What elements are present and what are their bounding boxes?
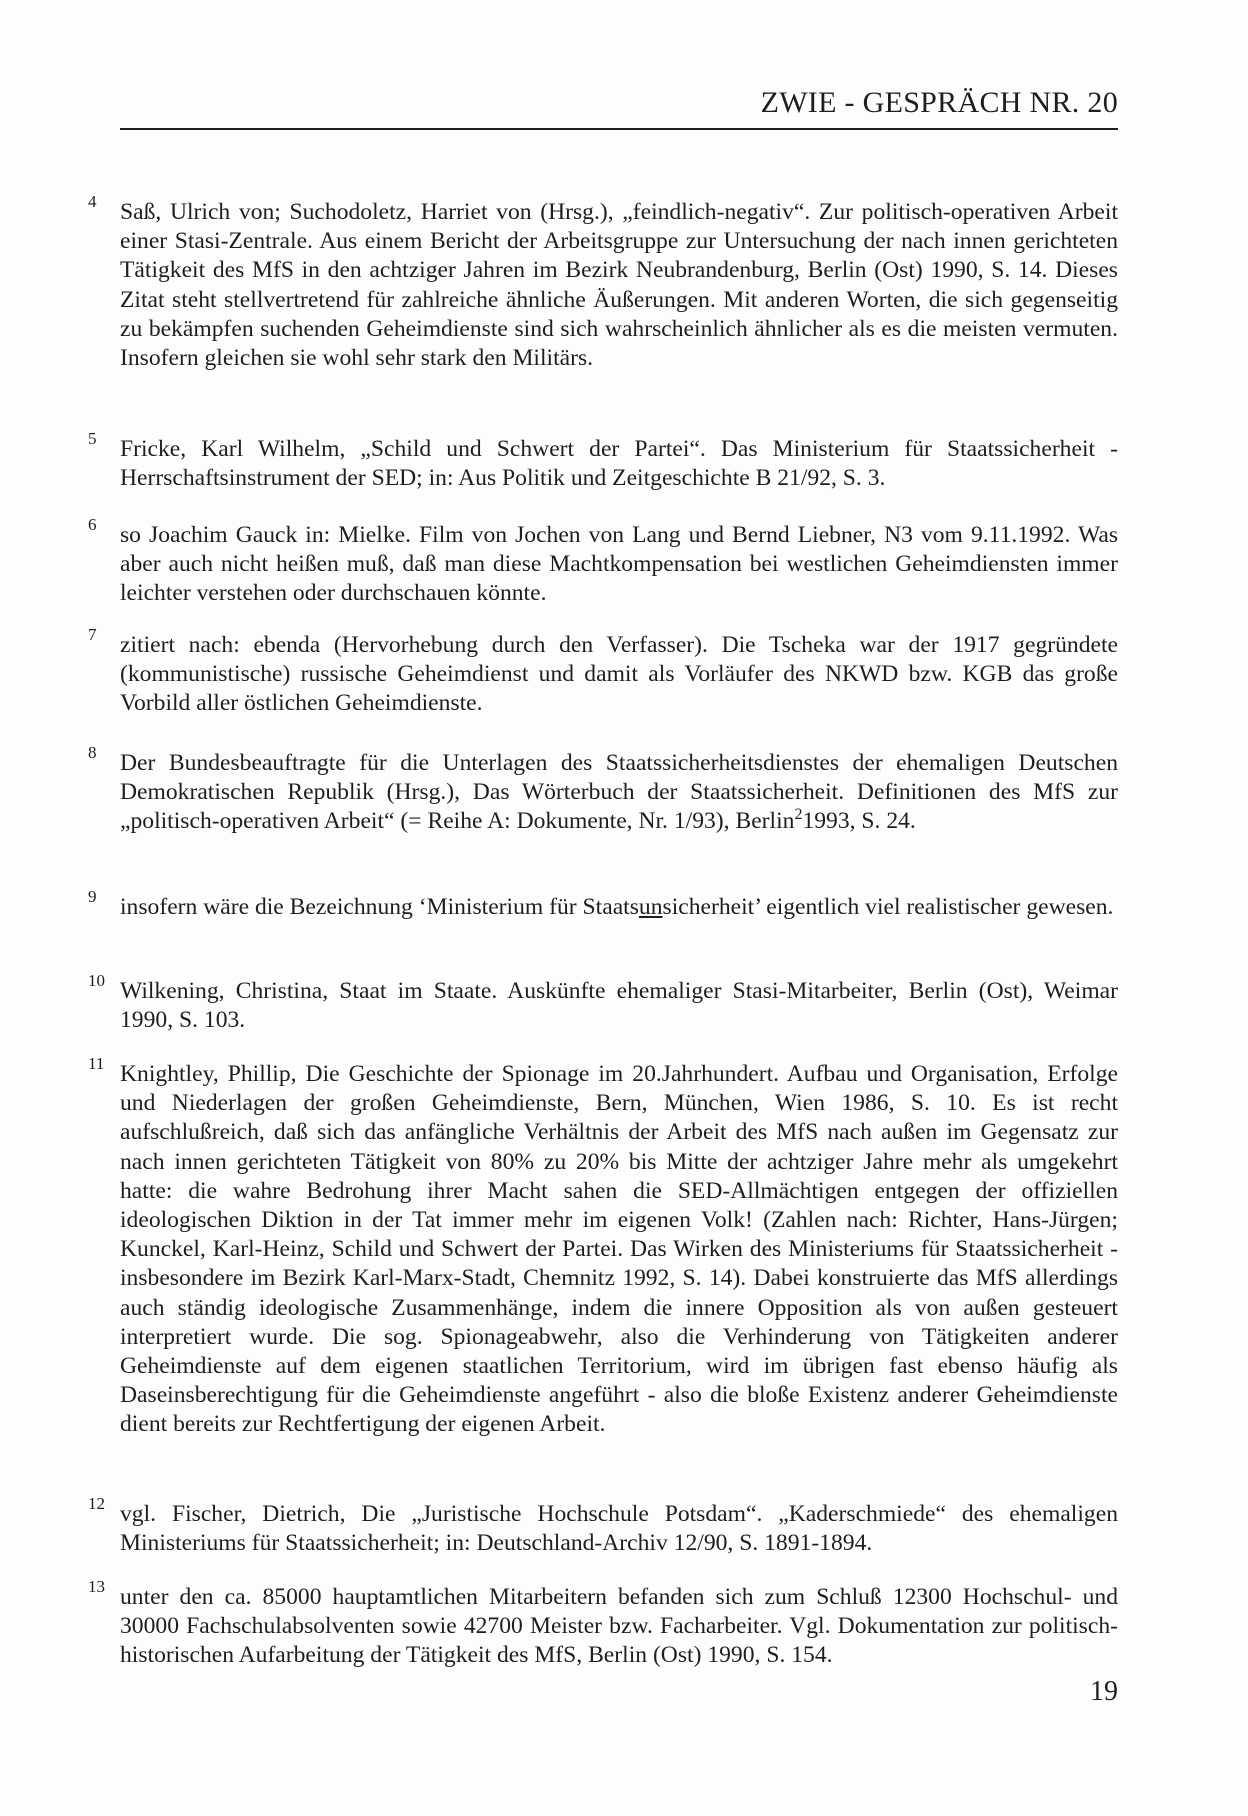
footnote-text-part: insofern wäre die Bezeichnung ‘Ministerium für Staats [120, 894, 639, 920]
footnote-12 [88, 1494, 1118, 1558]
underlined-emphasis: un [638, 894, 663, 920]
footnote-text [120, 749, 1118, 837]
footnote-13 [88, 1577, 1118, 1671]
footnote-number: 8 [88, 743, 97, 762]
running-header-title: ZWIE - GESPRÄCH NR. 20 [760, 86, 1118, 119]
footnote-number: 11 [88, 1054, 105, 1073]
footnote-text: Saß, Ulrich von; Suchodoletz, Harriet von (Hrsg.), „feindlich-negativ“. Zur politisch-operativen Arbeit einer Stasi-Zentrale. Aus einem Bericht der Arbeitsgruppe zur Untersuchung der nach innen gerichteten Tätigkeit des MfS in den achtziger Jahren im Bezirk Neubrandenburg, Berlin (Ost) 1990, S. 14. Dieses Zitat steht stellvertretend für zahlreiche ähnliche Äußerungen. Mit anderen Worten, die sich gegenseitig zu bekämpfen suchenden Geheimdienste sind sich wahrscheinlich ähnlicher als es die meisten vermuten. Insofern gleichen sie wohl sehr stark den Militärs. [120, 199, 1118, 372]
footnote-number: 10 [88, 971, 105, 990]
footnote-text: Wilkening, Christina, Staat im Staate. Auskünfte ehemaliger Stasi-Mitarbeiter, Berlin (Ost), Weimar 1990, S. 103. [120, 978, 1118, 1034]
footnote-number: 9 [88, 887, 97, 906]
footnote-text-part: 1993, S. 24. [802, 808, 916, 835]
footnote-5 [88, 429, 1118, 493]
footnote-number: 12 [88, 1494, 105, 1513]
footnote-text: zitiert nach: ebenda (Hervorhebung durch den Verfasser). Die Tscheka war der 1917 gegründete (kommunistische) russische Geheimdienst und damit als Vorläufer des NKWD bzw. KGB das große Vorbild aller östlichen Geheimdienste. [120, 632, 1118, 717]
footnote-7 [88, 625, 1118, 719]
page-number: 19 [1090, 1676, 1118, 1707]
footnote-text-part: Der Bundesbeauftragte für die Unterlagen des Staatssicherheitsdienstes der ehemaligen Deutschen Demokratischen Republik (Hrsg.), Das Wörterbuch der Staatssicherheit. Definitionen des MfS zur „politisch-operativen Arbeit“ (= Reihe A: Dokumente, Nr. 1/93), Berlin [120, 750, 1118, 835]
footnote-number: 4 [88, 192, 97, 211]
edition-superscript: 2 [794, 806, 803, 824]
footnote-11 [88, 1054, 1118, 1440]
footnote-number: 6 [88, 515, 97, 534]
footnote-10 [88, 971, 1118, 1035]
footnote-number: 13 [88, 1577, 105, 1596]
footnote-4 [88, 192, 1118, 373]
footnote-text: vgl. Fischer, Dietrich, Die „Juristische Hochschule Potsdam“. „Kaderschmiede“ des ehemaligen Ministeriums für Staatssicherheit; in: Deutschland-Archiv 12/90, S. 1891-1894. [120, 1501, 1118, 1557]
footnote-text: unter den ca. 85000 hauptamtlichen Mitarbeitern befanden sich zum Schluß 12300 Hochschul- und 30000 Fachschulabsolventen sowie 42700 Meister bzw. Facharbeiter. Vgl. Dokumentation zur politisch-historischen Aufarbeitung der Tätigkeit des MfS, Berlin (Ost) 1990, S. 154. [120, 1584, 1118, 1669]
footnote-text: so Joachim Gauck in: Mielke. Film von Jochen von Lang und Bernd Liebner, N3 vom 9.11.1992. Was aber auch nicht heißen muß, daß man diese Machtkompensation bei westlichen Geheimdiensten immer leichter verstehen oder durchschauen könnte. [120, 522, 1118, 607]
footnote-text-part: sicherheit’ eigentlich viel realistischer gewesen. [662, 894, 1114, 920]
footnote-text [120, 893, 1118, 922]
footnote-9 [88, 887, 1118, 922]
footnote-text: Fricke, Karl Wilhelm, „Schild und Schwert der Partei“. Das Ministerium für Staatssicherheit - Herrschaftsinstrument der SED; in: Aus Politik und Zeitgeschichte B 21/92, S. 3. [120, 436, 1118, 492]
footnote-number: 7 [88, 625, 97, 644]
footnote-text: Knightley, Phillip, Die Geschichte der Spionage im 20.Jahrhundert. Aufbau und Organisation, Erfolge und Niederlagen der großen Geheimdienste, Bern, München, Wien 1986, S. 10. Es ist recht aufschlußreich, daß sich das anfängliche Verhältnis der Arbeit des MfS nach außen im Gegensatz zur nach innen gerichteten Tätigkeit von 80% zu 20% bis Mitte der achtziger Jahre mehr als umgekehrt hatte: die wahre Bedrohung ihrer Macht sahen die SED-Allmächtigen entgegen der offiziellen ideologischen Diktion in der Tat immer mehr im eigenen Volk! (Zahlen nach: Richter, Hans-Jürgen; Kunckel, Karl-Heinz, Schild und Schwert der Partei. Das Wirken des Ministeriums für Staatssicherheit - insbesondere im Bezirk Karl-Marx-Stadt, Chemnitz 1992, S. 14). Dabei konstruierte das MfS allerdings auch ständig ideologische Zusammenhänge, indem die innere Opposition als von außen gesteuert interpretiert wurde. Die sog. Spionageabwehr, also die Verhinderung von Tätigkeiten anderer Geheimdienste auf dem eigenen staatlichen Territorium, wird im übrigen fast ebenso häufig als Daseinsberechtigung für die Geheimdienste angeführt - also die bloße Existenz anderer Geheimdienste dient bereits zur Rechtfertigung der eigenen Arbeit. [120, 1061, 1118, 1438]
footnote-number: 5 [88, 429, 97, 448]
footnote-6 [88, 515, 1118, 609]
footnote-8 [88, 743, 1118, 837]
